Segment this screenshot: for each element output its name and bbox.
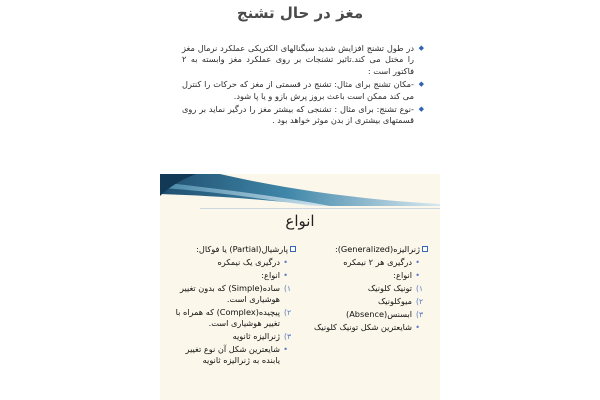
dot-bullet-icon: •: [283, 345, 288, 354]
slide-2-title: انواع: [285, 212, 315, 230]
partial-column: [166, 244, 296, 368]
square-bullet-icon: [422, 246, 428, 252]
list-item: ۲) میوکلونیک: [377, 296, 423, 306]
dot-bullet-icon: •: [415, 323, 420, 332]
list-item: • شایعترین شکل آن نوع تغییر یابنده به ژنرالیزه ثانویه: [185, 344, 288, 365]
dot-bullet-icon: •: [415, 271, 420, 280]
slide-2: [160, 174, 440, 400]
dot-bullet-icon: •: [283, 271, 288, 280]
generalized-column: [306, 244, 428, 335]
decorative-banner: [160, 174, 440, 206]
square-bullet-icon: [290, 246, 296, 252]
list-item: • درگیری هر ۲ نیمکره: [343, 257, 420, 267]
diamond-bullet-icon: ◆: [418, 80, 424, 89]
diamond-bullet-icon: ◆: [418, 105, 424, 114]
slide-1: [0, 0, 600, 175]
list-item: ◆ -مکان تشنج برای مثال: تشنج در قسمتی از مغز که حرکات را کنترل می کند ممکن است باعث بروز پرش بازو و یا پا شود.: [182, 79, 424, 101]
list-item: • درگیری یک نیمکره: [217, 257, 288, 267]
dot-bullet-icon: •: [415, 258, 420, 267]
list-item: • شایعترین شکل تونیک کلونیک: [314, 322, 420, 332]
column-heading: پارشیال(Partial) یا فوکال:: [166, 244, 296, 255]
list-item: ۱) تونیک کلونیک: [367, 283, 423, 293]
list-item: • انواع:: [261, 270, 288, 280]
dot-bullet-icon: •: [283, 258, 288, 267]
column-heading: ژنرالیزه(Generalized):: [306, 244, 428, 255]
list-item: ۲) پیچیده(Complex) که همراه با تغییر هوشیاری است.: [175, 307, 291, 328]
list-item: ۳) ابسنس(Absence): [345, 309, 423, 319]
list-item: • انواع:: [393, 270, 420, 280]
list-item: ◆ -نوع تشنج: برای مثال : تشنجی که بیشتر مغز را درگیر نماید بر روی قسمتهای بیشتری از بدن موثر خواهد بود .: [182, 104, 424, 126]
diamond-bullet-icon: ◆: [418, 44, 424, 52]
list-item: ۱) ساده(Simple) که بدون تغییر هوشیاری است.: [180, 283, 291, 304]
slide-1-title: مغز در حال تشنج: [236, 4, 364, 22]
list-item: ◆ در طول تشنج افزایش شدید سیگنالهای الکتریکی عملکرد نرمال مغز را مختل می کند.تاثیر تشنجات بر روی عملکرد مغز وابسته به ۲ فاکتور است :: [182, 43, 424, 76]
divider: [200, 208, 440, 209]
list-item: ۳) ژنرالیزه ثانویه: [232, 331, 291, 341]
slide-1-bullet-list: [182, 43, 424, 129]
